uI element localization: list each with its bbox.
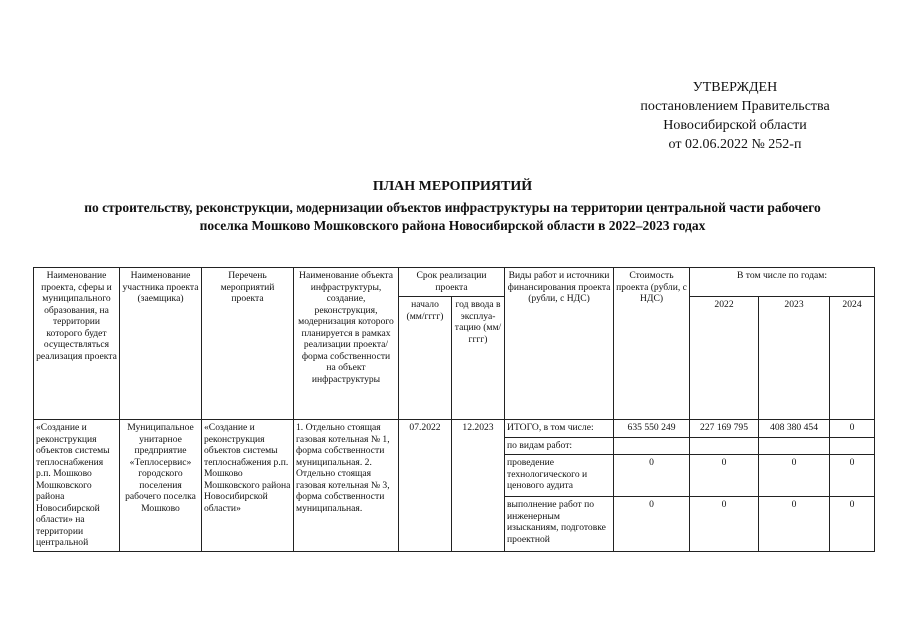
year-2024-cell xyxy=(830,437,875,455)
cost-cell: 0 xyxy=(614,497,690,551)
approval-heading: УТВЕРЖДЕН xyxy=(692,80,778,95)
year-2024-cell: 0 xyxy=(830,455,875,497)
header-year-2024: 2024 xyxy=(830,297,875,420)
page-subtitle xyxy=(20,199,885,235)
year-2022-cell: 0 xyxy=(690,497,759,551)
work-type-cell: проведение технологического и ценового аудита xyxy=(505,455,614,497)
header-period: Срок реализации проекта xyxy=(399,268,505,297)
header-project-name: Наименование проекта, сферы и муниципального образования, на территории которого будет осуществляться реализация проекта xyxy=(34,268,120,420)
header-activities: Перечень мероприятий проекта xyxy=(202,268,294,420)
table-row xyxy=(34,420,875,438)
header-work-types: Виды работ и источники финансирования проекта (рубли, с НДС) xyxy=(505,268,614,420)
cost-cell: 635 550 249 xyxy=(614,420,690,438)
start-date-cell: 07.2022 xyxy=(399,420,452,552)
subtitle-line-2: поселка Мошково Мошковского района Новосибирской области в 2022–2023 годах xyxy=(199,218,706,233)
year-2023-cell: 408 380 454 xyxy=(759,420,830,438)
objects-cell: 1. Отдельно стоящая газовая котельная № 1, форма собственности муниципальная. 2. Отдельно стоящая газовая котельная № 3, форма собственности муниципальная. xyxy=(294,420,399,552)
page-title: ПЛАН МЕРОПРИЯТИЙ xyxy=(372,179,533,194)
work-type-cell: по видам работ: xyxy=(505,437,614,455)
year-2023-cell: 0 xyxy=(759,455,830,497)
approval-line-date: от 02.06.2022 № 252-п xyxy=(668,137,802,152)
year-2024-cell: 0 xyxy=(830,420,875,438)
plan-table xyxy=(33,267,875,552)
participant-cell: Муниципальное унитарное предприятие «Теплосервис» городского поселения рабочего поселка Мошково xyxy=(120,420,202,552)
year-2023-cell: 0 xyxy=(759,497,830,551)
subtitle-line-1: по строительству, реконструкции, модернизации объектов инфраструктуры на территории центральной части рабочего xyxy=(84,200,821,215)
cost-cell: 0 xyxy=(614,455,690,497)
header-start: начало (мм/гггг) xyxy=(399,297,452,420)
header-row-1 xyxy=(34,268,875,297)
project-name-cell: «Создание и реконструкция объектов системы теплоснабжения р.п. Мошково Мошковского района Новосибирской области» на территории центральной xyxy=(34,420,120,552)
approval-line-region: Новосибирской области xyxy=(663,118,807,133)
work-type-cell: ИТОГО, в том числе: xyxy=(505,420,614,438)
commissioning-date-cell: 12.2023 xyxy=(452,420,505,552)
header-cost: Стоимость проекта (рубли, с НДС) xyxy=(614,268,690,420)
approval-block xyxy=(620,78,850,154)
header-commissioning: год ввода в эксплуа-тацию (мм/гггг) xyxy=(452,297,505,420)
cost-cell xyxy=(614,437,690,455)
work-type-cell: выполнение работ по инженерным изысканиям, подготовке проектной xyxy=(505,497,614,551)
year-2022-cell: 0 xyxy=(690,455,759,497)
header-infrastructure-object: Наименование объекта инфраструктуры, создание, реконструкция, модернизация которого планируется в рамках реализации проекта/ форма собственности на объект инфраструктуры xyxy=(294,268,399,420)
header-year-2023: 2023 xyxy=(759,297,830,420)
header-by-years: В том числе по годам: xyxy=(690,268,875,297)
activities-cell: «Создание и реконструкция объектов системы теплоснабжения р.п. Мошково Мошковского района Новосибирской области» xyxy=(202,420,294,552)
header-year-2022: 2022 xyxy=(690,297,759,420)
year-2024-cell: 0 xyxy=(830,497,875,551)
year-2022-cell xyxy=(690,437,759,455)
header-participant: Наименование участника проекта (заемщика) xyxy=(120,268,202,420)
approval-line-resolution: постановлением Правительства xyxy=(640,99,830,114)
year-2022-cell: 227 169 795 xyxy=(690,420,759,438)
year-2023-cell xyxy=(759,437,830,455)
